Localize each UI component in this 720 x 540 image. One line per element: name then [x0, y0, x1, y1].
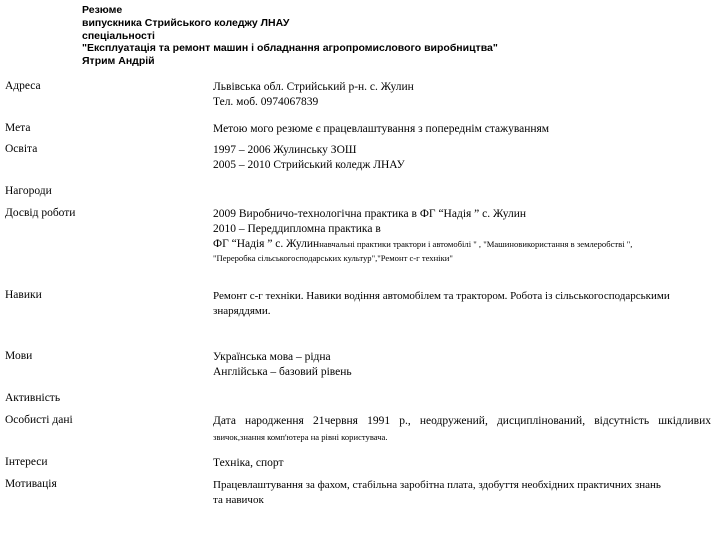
skills-line: знаряддями.	[213, 305, 271, 317]
resume-header	[82, 4, 498, 68]
experience-farm: ФГ “Надія ” с. Жулин	[213, 238, 320, 250]
education-line: 1997 – 2006 Жулинську ЗОШ	[213, 144, 357, 156]
languages-label: Мови	[5, 350, 33, 362]
skills-line: Ремонт с-г техніки. Навики водіння автомобілем та трактором. Робота із сільськогосподарськими	[213, 290, 670, 302]
personal-line: звичок,знання комп'ютера на рівні користувача.	[213, 432, 388, 442]
motivation-value	[213, 478, 713, 508]
phone-line: Тел. моб. 0974067839	[213, 96, 319, 108]
motivation-line: Працевлаштування за фахом, стабільна заробітна плата, здобуття необхідних практичних знань	[213, 479, 661, 491]
interests-value	[213, 456, 713, 471]
motivation-line: та навичок	[213, 494, 264, 506]
language-line: Українська мова – рідна	[213, 351, 331, 363]
education-value	[213, 143, 713, 173]
header-specialty-label: спеціальності	[82, 29, 155, 42]
personal-value	[213, 414, 713, 444]
languages-value	[213, 350, 713, 380]
header-graduate: випускника Стрийського коледжу ЛНАУ	[82, 16, 290, 29]
address-label: Адреса	[5, 80, 41, 92]
personal-line: Дата народження 21червня 1991 р., неодружений, дисциплінований, відсутність шкідливих	[213, 415, 711, 427]
experience-line	[213, 237, 713, 252]
experience-practices: навчальні практики трактори і автомобілі " , "Машиновикористання в землеробстві ",	[319, 239, 633, 249]
awards-label: Нагороди	[5, 185, 52, 197]
interests-label: Інтереси	[5, 456, 48, 468]
skills-label: Навики	[5, 289, 42, 301]
experience-label: Досвід роботи	[5, 207, 76, 219]
motivation-label: Мотивація	[5, 478, 57, 490]
activity-label: Активність	[5, 392, 61, 404]
education-line: 2005 – 2010 Стрийський коледж ЛНАУ	[213, 159, 405, 171]
address-line: Львівська обл. Стрийський р-н. с. Жулин	[213, 81, 414, 93]
address-value	[213, 80, 713, 110]
header-name: Ятрим Андрій	[82, 55, 155, 68]
experience-line: 2010 – Переддипломна практика в	[213, 223, 381, 235]
experience-line: 2009 Виробничо-технологічна практика в ФГ “Надія ” с. Жулин	[213, 208, 527, 220]
personal-label: Особисті дані	[5, 414, 73, 426]
goal-text: Метою мого резюме є працевлаштування з попереднім стажуванням	[213, 123, 550, 135]
goal-value	[213, 122, 713, 137]
language-line: Англійська – базовий рівень	[213, 366, 352, 378]
experience-line: "Переробка сільськогосподарських культур","Ремонт с-г техніки"	[213, 253, 453, 263]
header-specialty: "Експлуатація та ремонт машин і обладнання агропромислового виробництва"	[82, 42, 498, 55]
goal-label: Мета	[5, 122, 31, 134]
experience-value	[213, 207, 713, 265]
skills-value	[213, 289, 713, 319]
header-title: Резюме	[82, 4, 123, 16]
interests-text: Техніка, спорт	[213, 457, 284, 469]
education-label: Освіта	[5, 143, 38, 155]
